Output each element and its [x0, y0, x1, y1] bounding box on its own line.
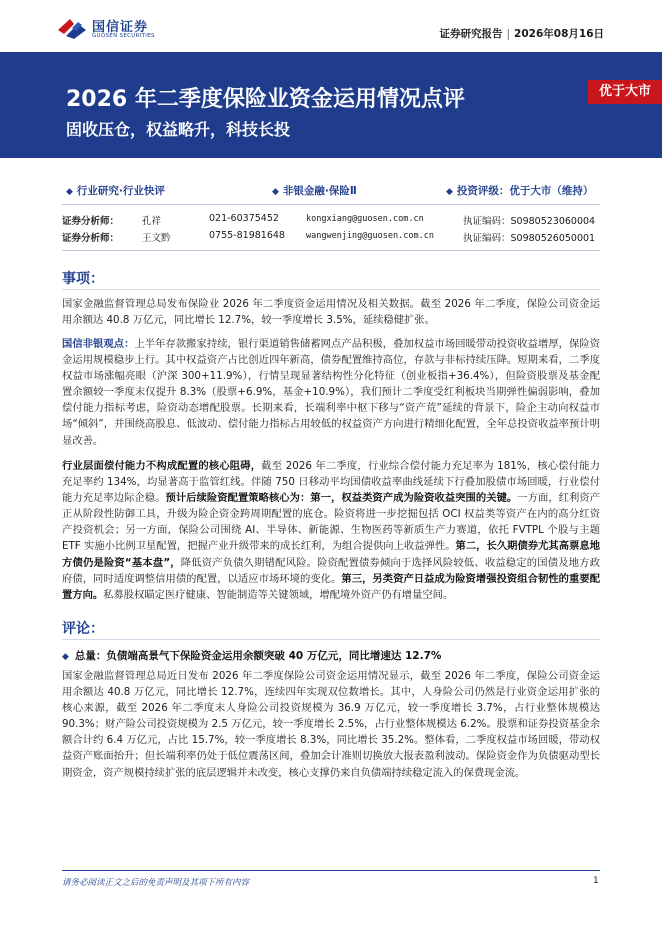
logo-chinese-name: 国信证券: [92, 20, 149, 35]
solvency-part1: 截至 2026 年二季度，行业综合偿付能力充足率为 181%，核心偿付能力充足率约 134%，均显著高于监管红线。伴随 750 日移动平均国债收益率曲线延续下行叠加股债市场回暖，行业偿付能力充足率边际企稳。: [62, 460, 601, 505]
report-title: 2026 年二季度保险业资金运用情况点评: [66, 87, 465, 112]
view-lead: 国信非银观点：: [62, 338, 135, 350]
solvency-lead: 行业层面偿付能力不构成配置的核心阻碍，: [62, 460, 262, 472]
analyst-email[interactable]: wangwenjing@guosen.com.cn: [306, 231, 434, 241]
analyst-row: [62, 230, 602, 244]
diamond-icon: ◆: [62, 652, 69, 662]
section-title-comment: 评论：: [62, 621, 104, 637]
comment-bullet: [62, 648, 441, 663]
analyst-label: 证券分析师：: [62, 216, 120, 227]
report-subtitle: 固收压仓，权益略升，科技长投: [66, 120, 291, 139]
analyst-phone: 021-60375452: [209, 213, 279, 224]
solvency-bold1: 预计后续险资配置策略核心为：第一，权益类资产成为险资收益突围的关键。: [165, 492, 518, 505]
analyst-cert: 执证编码：S0980526050001: [463, 233, 596, 244]
analyst-phone: 0755-81981648: [209, 230, 285, 241]
rating-tag: 优于大市: [588, 80, 662, 104]
analyst-name: 孔祥: [142, 216, 162, 227]
comment-bullet-text: 总量：负债端高景气下保险资金运用余额突破 40 万亿元，同比增速达 12.7%: [74, 650, 442, 662]
logo-english-name: GUOSEN SECURITIES: [92, 33, 155, 39]
solvency-paragraph: [62, 458, 600, 603]
meta-divider: [62, 204, 600, 205]
header-divider: |: [506, 28, 511, 40]
analyst-name: 王文黔: [142, 233, 171, 244]
solvency-part4: 私募股权瞄定医疗健康、智能制造等关键领域，增配境外资产仍有增量空间。: [103, 588, 454, 601]
meta-sector: [272, 183, 357, 198]
solvency-bold2: 第二，长久期债券尤其高票息地方债仍是险资“基本盘”，: [62, 540, 601, 569]
event-divider: [62, 289, 600, 290]
report-date: 2026年08月16日: [514, 28, 604, 40]
guosen-logo-icon: [56, 16, 88, 40]
analyst-divider: [62, 250, 600, 251]
report-header-info: [440, 26, 605, 41]
view-paragraph: [62, 336, 600, 449]
analyst-label: 证券分析师：: [62, 233, 120, 244]
company-logo: [56, 14, 176, 44]
footer-divider: [62, 870, 600, 871]
analyst-cert: 执证编码：S0980523060004: [463, 216, 596, 227]
analyst-email[interactable]: kongxiang@guosen.com.cn: [306, 214, 424, 224]
comment-divider: [62, 639, 600, 640]
solvency-part3: 降低资产负债久期错配风险。险资配置债券倾向于选择风险较低、收益稳定的国债及地方政府债，同时适度调整信用债的配置，以适应市场环境的变化。: [62, 556, 600, 585]
diamond-icon: ◆: [66, 187, 73, 197]
solvency-part2: 一方面，红利资产正从阶段性防御工具，升级为险企资金跨周期配置的底仓。险资将进一步挖掘包括 OCI 权益类等资产在内的高分红资产投资机会；另一方面，保险公司围绕 AI、半导体、新能源、生物医药等新质生产力赛道，依托 FVTPL 个股与主题 ETF 实施小比例卫星配置，把握产业升级带来的成长红利，为组合提供向上收益弹性。: [62, 492, 601, 553]
meta-category: [66, 183, 165, 198]
event-paragraph: 国家金融监督管理总局发布保险业 2026 年二季度资金运用情况及相关数据。截至 2026 年二季度，保险公司资金运用余额达 40.8 万亿元，同比增长 12.7%，较一季度增长 3.5%，延续稳健扩张。: [62, 298, 600, 327]
meta-category-text: 行业研究·行业快评: [76, 185, 165, 197]
view-text: 上半年存款搬家持续，银行渠道销售储蓄网点产品积极，叠加权益市场回暖带动投资收益增厚，保险资金运用规模稳步上行。其中权益资产占比创近四年新高，债券配置维持高位，存款与非标持续压降。短期来看，二季度权益市场涨幅亮眼（沪深 300+11.9%），行情呈现显著结构性分化特征（创业板指+36.4%），但险资股票及基金配置余额较一季度末仅提升 8.3%（股票+6.9%，基金+10.9%），我们预计二季度受红利板块当期弹性偏弱影响，叠加偿付能力指标考虑，险资动态增配股票。长期来看，长端利率中枢下移与“资产荒”延续的背景下，险企主动向权益市场“倾斜”，并围绕高股息、低波动、偿付能力指标占用较低的权益资产方向进行精细化配置，全年总投资收益率预计明显改善。: [62, 338, 601, 447]
analyst-row: [62, 213, 602, 227]
diamond-icon: ◆: [446, 187, 453, 197]
meta-rating-text: 投资评级：优于大市（维持）: [456, 185, 594, 197]
report-type: 证券研究报告: [439, 28, 503, 40]
footer-disclaimer[interactable]: 请务必阅读正文之后的免责声明及其项下所有内容: [62, 878, 250, 888]
page-number: 1: [593, 876, 599, 886]
diamond-icon: ◆: [272, 187, 279, 197]
solvency-bold3: 第三，另类资产日益成为险资增强投资组合韧性的重要配置方向。: [62, 572, 601, 601]
comment-paragraph: 国家金融监督管理总局近日发布 2026 年二季度保险公司资金运用情况显示，截至 2026 年二季度，保险公司资金运用余额达 40.8 万亿元，同比增长 12.7%，连续四年实现双位数增长。其中，人身险公司仍然是行业资金运用扩张的核心来源，截至 2026 年二季度末人身险公司投资规模为 36.9 万亿元，较一季度增长 3.7%，占行业整体规模达 90.3%；财产险公司投资规模为 2.5 万亿元，较一季度增长 2.5%，占行业整体规模达 6.2%。股票和证券投资基金余额合计约 6.4 万亿元，占比 15.7%，较一季度增长 8.3%，同比增长 35.2%。整体看，二季度权益市场回暖，带动权益资产账面抬升；但长端利率仍处于低位震荡区间，叠加会计准则切换放大报表盈利波动。保险资金作为负债驱动型长期资金，资产规模持续扩张的底层逻辑并未改变，核心支撑仍来自负债端持续稳定流入的保费现金流。: [62, 670, 600, 779]
meta-sector-text: 非银金融·保险Ⅱ: [282, 185, 357, 197]
section-title-event: 事项：: [62, 271, 104, 287]
meta-rating: [446, 183, 593, 198]
